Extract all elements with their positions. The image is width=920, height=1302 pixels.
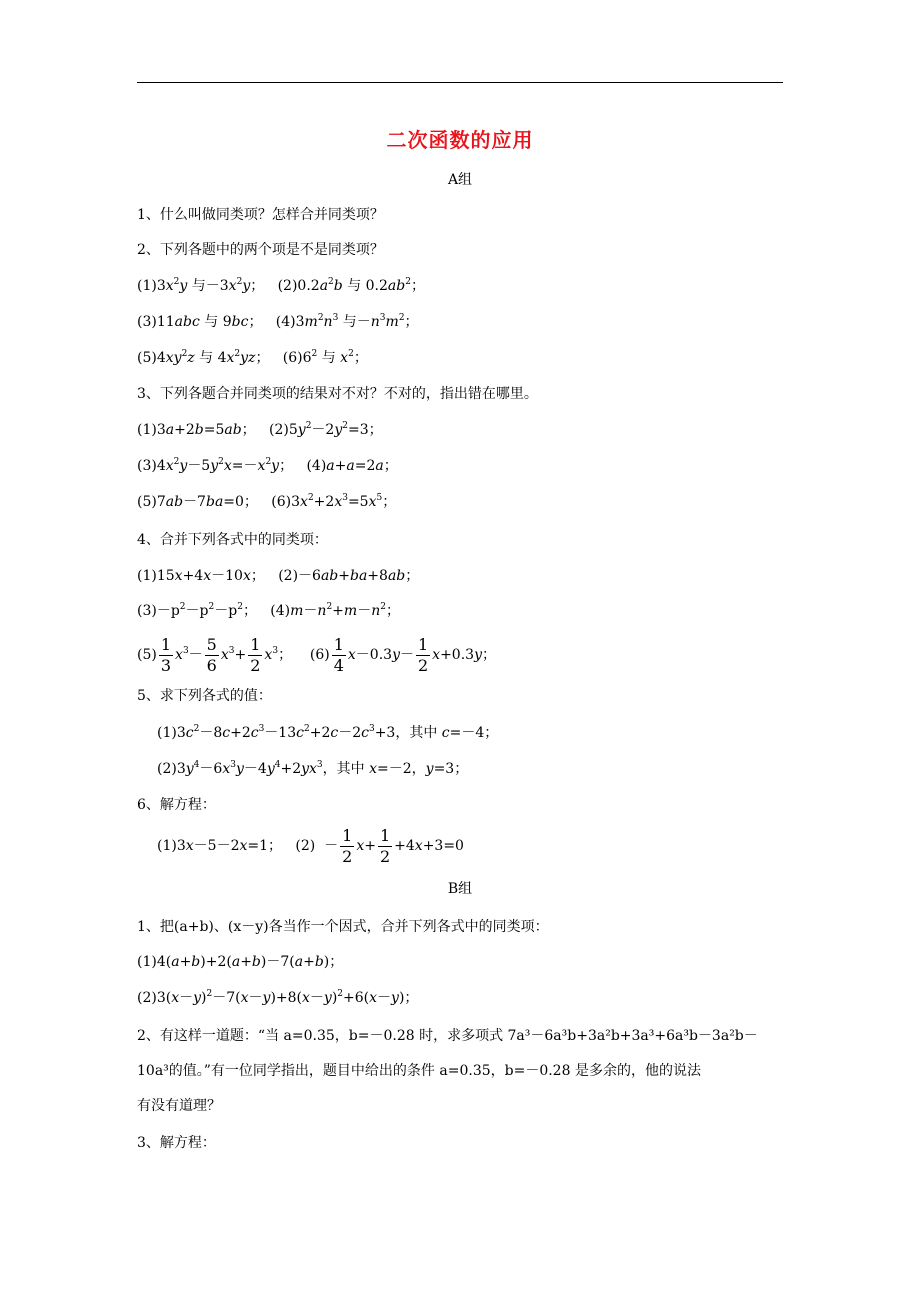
fraction: $\frac{1}{3}$ [160,634,172,675]
fraction: $\frac{1}{4}$ [333,634,344,675]
fraction: $\frac{5}{6}$ [206,634,217,675]
a-q4-row-1: (1)15x+4x－10x； (2)－6ab+ba+8ab； [137,568,420,584]
a-q4-row-2: $(3)-p^2-p^2-p^2$； $(4)m-n^2+m-n^2$； [137,602,400,619]
a-question-2: 2、下列各题中的两个项是不是同类项？ [137,242,384,258]
a-q3-row-2: $(3)4x^2y-5y^2x=-x^2y$； (4)a+a=2a； [137,457,398,474]
a-q3-row-1: (1)3a+2b=5ab； $(2)5y^2-2y^2=3$； [137,421,383,438]
fraction: $\frac{1}{2}$ [417,634,429,675]
a-q4-row-3: (5) $\frac{1}{3}$ $x^3-$ $\frac{5}{6}$ $x^3+$ $\frac{1}{2}$ $x^3$； (6) $\frac{1}{4}$ x－0.3y－ $\frac{1}{2}$ x+0.3y； [137,634,496,675]
a-q2-row-1: $(1)3x^2y$ 与$-3x^2y$； $(2)0.2a^2b$ 与 $0.2ab^2$； [137,277,425,294]
a-question-5: 5、求下列各式的值： [137,688,272,704]
group-b-heading: B组 [447,881,473,897]
group-a-heading: A组 [447,172,473,188]
fraction: $\frac{1}{2}$ [250,634,261,675]
a-question-1: 1、什么叫做同类项？怎样合并同类项？ [137,207,384,223]
a-q3-row-3: (5)7ab－7ba=0； $(6)3x^2+2x^3=5x^5$； [137,493,397,510]
header-rule [137,82,783,83]
a-q5-row-1: $(1)3c^2-8c+2c^3-13c^2+2c-2c^3+3$，其中 c=－4； [157,724,499,741]
a-q2-row-3: $(5)4xy^2z$ 与 $4x^2yz$； $(6)6^2$ 与 $x^2$； [137,349,368,366]
b-question-2-line-3: 有没有道理？ [137,1098,221,1114]
page-title: 二次函数的应用 [386,128,534,152]
a-q2-row-2: (3)11abc 与 9bc； $(4)3m^2n^3$ 与$-n^3m^2$； [137,313,419,330]
a-question-6: 6、解方程： [137,797,216,813]
a-q5-row-2: $(2)3y^4-6x^3y-4y^4+2yx^3$，其中 x=－2，y=3； [157,760,469,777]
b-question-1: 1、把(a+b)、(x－y)各当作一个因式，合并下列各式中的同类项： [137,919,549,935]
b-question-3: 3、解方程： [137,1135,216,1151]
b-q1-row-2: $(2)3(x-y)^2-7(x-y)+8(x-y)^2+6(x-y)$； [137,989,419,1006]
b-question-2-line-1: 2、有这样一道题：“当 a=0.35，b=－0.28 时，求多项式 7a³－6a³b+3a²b+3a³+6a³b－3a²b－ [137,1028,758,1044]
fraction: $\frac{1}{2}$ [342,825,353,866]
a-q6-row-1: (1)3x－5－2x=1； (2) － $\frac{1}{2}$ x+ $\frac{1}{2}$ +4x+3=0 [157,825,464,866]
a-question-3: 3、下列各题合并同类项的结果对不对？不对的，指出错在哪里。 [137,386,538,402]
a-question-4: 4、合并下列各式中的同类项： [137,532,328,548]
b-question-2-line-2: 10a³的值。”有一位同学指出，题目中给出的条件 a=0.35，b=－0.28 是多余的，他的说法 [137,1063,701,1079]
fraction: $\frac{1}{2}$ [379,825,391,866]
b-q1-row-1: (1)4(a+b)+2(a+b)－7(a+b)； [137,954,344,970]
